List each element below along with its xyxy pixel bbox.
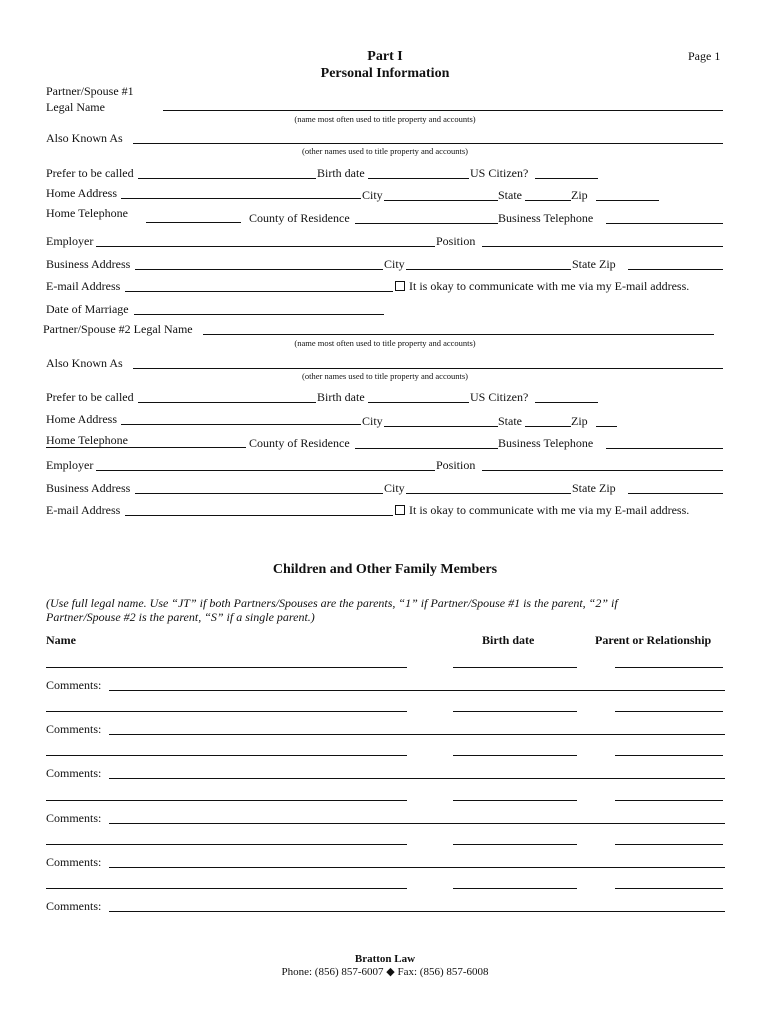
- partner2-employer-field[interactable]: [96, 470, 435, 471]
- child-name-field[interactable]: [46, 711, 407, 712]
- partner1-zip-field[interactable]: [596, 200, 659, 201]
- child-name-field[interactable]: [46, 888, 407, 889]
- child-parent-field[interactable]: [615, 800, 723, 801]
- legal-name-label: Legal Name: [46, 100, 105, 114]
- aka-hint: (other names used to title property and accounts): [302, 146, 468, 156]
- zip-label: Zip: [571, 188, 588, 202]
- prefer-label: Prefer to be called: [46, 166, 134, 180]
- partner1-employer-field[interactable]: [96, 246, 435, 247]
- child-birth-date-field[interactable]: [453, 755, 577, 756]
- child-parent-field[interactable]: [615, 888, 723, 889]
- birth-label: Birth date: [317, 166, 365, 180]
- partner2-aka-field[interactable]: [133, 368, 723, 369]
- column-header-parent: Parent or Relationship: [595, 633, 712, 647]
- home-address-label: Home Address: [46, 412, 117, 426]
- partner2-business-state-zip-field[interactable]: [628, 493, 723, 494]
- partner2-county-field[interactable]: [355, 448, 498, 449]
- partner1-business-state-zip-field[interactable]: [628, 269, 723, 270]
- comments-label: Comments:: [46, 678, 102, 692]
- city-label: City: [384, 481, 405, 495]
- partner1-state-field[interactable]: [525, 200, 571, 201]
- prefer-label: Prefer to be called: [46, 390, 134, 404]
- partner1-label: Partner/Spouse #1: [46, 84, 134, 98]
- city-label: City: [362, 414, 383, 428]
- partner2-legal-name-label: Partner/Spouse #2 Legal Name: [43, 322, 193, 336]
- child-birth-date-field[interactable]: [453, 711, 577, 712]
- child-parent-field[interactable]: [615, 844, 723, 845]
- partner2-home-telephone-field[interactable]: [46, 447, 246, 448]
- column-header-birth-date: Birth date: [482, 633, 535, 647]
- partner2-business-telephone-field[interactable]: [606, 448, 723, 449]
- marriage-date-field[interactable]: [134, 314, 384, 315]
- child-name-field[interactable]: [46, 800, 407, 801]
- checkbox-icon[interactable]: [395, 281, 405, 291]
- comments-field[interactable]: [109, 690, 725, 691]
- comments-label: Comments:: [46, 899, 102, 913]
- citizen-label: US Citizen?: [470, 390, 529, 404]
- business-telephone-label: Business Telephone: [498, 211, 594, 225]
- state-zip-label: State Zip: [572, 481, 616, 495]
- partner1-birth-field[interactable]: [368, 178, 469, 179]
- email-consent-label: It is okay to communicate with me via my E-mail address.: [409, 279, 690, 293]
- email-consent[interactable]: [395, 279, 689, 293]
- home-telephone-label: Home Telephone: [46, 433, 128, 447]
- aka-label: Also Known As: [46, 131, 123, 145]
- comments-label: Comments:: [46, 766, 102, 780]
- email-label: E-mail Address: [46, 279, 121, 293]
- legal-name-hint: (name most often used to title property and accounts): [294, 338, 476, 348]
- footer-contact: [0, 965, 770, 979]
- home-telephone-label: Home Telephone: [46, 206, 128, 220]
- partner1-legal-name-field[interactable]: [163, 110, 723, 111]
- email-consent-label: It is okay to communicate with me via my E-mail address.: [409, 503, 690, 517]
- partner1-prefer-field[interactable]: [138, 178, 316, 179]
- legal-name-hint: (name most often used to title property and accounts): [294, 114, 476, 124]
- position-label: Position: [436, 458, 476, 472]
- child-parent-field[interactable]: [615, 667, 723, 668]
- partner1-position-field[interactable]: [482, 246, 723, 247]
- city-label: City: [384, 257, 405, 271]
- partner2-prefer-field[interactable]: [138, 402, 316, 403]
- position-label: Position: [436, 234, 476, 248]
- child-birth-date-field[interactable]: [453, 888, 577, 889]
- partner1-home-address-field[interactable]: [121, 198, 361, 199]
- child-parent-field[interactable]: [615, 711, 723, 712]
- zip-label: Zip: [571, 414, 588, 428]
- email-consent[interactable]: [395, 503, 689, 517]
- partner2-legal-name-field[interactable]: [203, 334, 714, 335]
- home-address-label: Home Address: [46, 186, 117, 200]
- employer-label: Employer: [46, 234, 94, 248]
- email-label: E-mail Address: [46, 503, 121, 517]
- partner1-home-telephone-field[interactable]: [146, 222, 241, 223]
- children-instructions-line1: (Use full legal name. Use “JT” if both Partners/Spouses are the parents, “1” if Partner/Spouse #1 is the parent, “2” if: [46, 596, 618, 610]
- child-birth-date-field[interactable]: [453, 667, 577, 668]
- aka-hint: (other names used to title property and accounts): [302, 371, 468, 381]
- business-address-label: Business Address: [46, 481, 131, 495]
- partner1-business-city-field[interactable]: [406, 269, 571, 270]
- comments-label: Comments:: [46, 811, 102, 825]
- partner1-email-field[interactable]: [125, 291, 393, 292]
- partner1-city-field[interactable]: [384, 200, 498, 201]
- state-label: State: [498, 414, 522, 428]
- comments-field[interactable]: [109, 734, 725, 735]
- county-label: County of Residence: [249, 211, 350, 225]
- child-name-field[interactable]: [46, 755, 407, 756]
- diamond-icon: ◆: [386, 966, 395, 978]
- footer-phone: Phone: (856) 857-6007: [281, 966, 384, 978]
- footer-firm: Bratton Law: [354, 953, 416, 965]
- marriage-label: Date of Marriage: [46, 302, 129, 316]
- partner2-citizen-field[interactable]: [535, 402, 598, 403]
- child-name-field[interactable]: [46, 844, 407, 845]
- comments-field[interactable]: [109, 778, 725, 779]
- part-label: Part I: [367, 49, 403, 64]
- partner2-email-field[interactable]: [125, 515, 393, 516]
- comments-field[interactable]: [109, 911, 725, 912]
- partner2-state-field[interactable]: [525, 426, 571, 427]
- comments-label: Comments:: [46, 855, 102, 869]
- footer-fax: Fax: (856) 857-6008: [397, 966, 489, 978]
- partner1-business-telephone-field[interactable]: [606, 223, 723, 224]
- child-birth-date-field[interactable]: [453, 800, 577, 801]
- birth-label: Birth date: [317, 390, 365, 404]
- partner1-citizen-field[interactable]: [535, 178, 598, 179]
- child-name-field[interactable]: [46, 667, 407, 668]
- employer-label: Employer: [46, 458, 94, 472]
- comments-field[interactable]: [109, 823, 725, 824]
- column-header-name: Name: [46, 633, 76, 647]
- partner2-position-field[interactable]: [482, 470, 723, 471]
- comments-label: Comments:: [46, 722, 102, 736]
- child-parent-field[interactable]: [615, 755, 723, 756]
- county-label: County of Residence: [249, 436, 350, 450]
- child-birth-date-field[interactable]: [453, 844, 577, 845]
- partner2-business-city-field[interactable]: [406, 493, 571, 494]
- aka-label: Also Known As: [46, 356, 123, 370]
- page-number: Page 1: [688, 49, 721, 63]
- children-section-title: Children and Other Family Members: [272, 562, 498, 577]
- partner1-business-address-field[interactable]: [135, 269, 383, 270]
- business-telephone-label: Business Telephone: [498, 436, 594, 450]
- partner2-business-address-field[interactable]: [135, 493, 383, 494]
- comments-field[interactable]: [109, 867, 725, 868]
- city-label: City: [362, 188, 383, 202]
- partner2-zip-field[interactable]: [596, 426, 617, 427]
- partner1-county-field[interactable]: [355, 223, 498, 224]
- page-title: Personal Information: [320, 66, 450, 81]
- partner2-home-address-field[interactable]: [121, 424, 361, 425]
- children-instructions-line2: Partner/Spouse #2 is the parent, “S” if a single parent.): [46, 610, 315, 624]
- partner1-aka-field[interactable]: [133, 143, 723, 144]
- partner2-birth-field[interactable]: [368, 402, 469, 403]
- state-zip-label: State Zip: [572, 257, 616, 271]
- state-label: State: [498, 188, 522, 202]
- citizen-label: US Citizen?: [470, 166, 529, 180]
- checkbox-icon[interactable]: [395, 505, 405, 515]
- partner2-city-field[interactable]: [384, 426, 498, 427]
- business-address-label: Business Address: [46, 257, 131, 271]
